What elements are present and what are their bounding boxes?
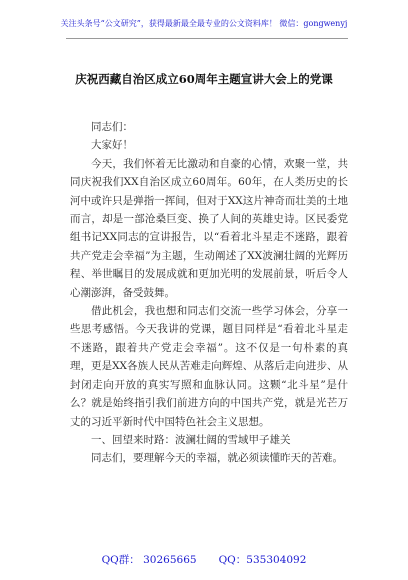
header-banner: 关注头条号“公文研究”，获得最新最全最专业的公文资料库！ 微信：gongwenyj [60,19,348,28]
body-paragraph: 今天，我们怀着无比激动和自豪的心情，欢聚一堂，共同庆祝我们XX自治区成立60周年。60年，在人类历史的长河中或许只是弹指一挥间，但对于XX这片神奇而壮美的土地而言，却是一部沧桑巨变、换了人间的英雄史诗。区民委党组书记XX同志的宣讲报告，以“看着北斗星走不迷路，跟着共产党走会幸福”为主题，生动阐述了XX波澜壮阔的光辉历程、举世瞩目的发展成就和更加光明的发展前景，听后令人心潮澎湃，备受鼓舞。 [70,157,348,299]
header-divider [66,38,348,39]
section-heading: 一、回望来时路：波澜壮阔的雪域甲子雄关 [91,433,291,446]
document-body [70,118,348,468]
body-paragraph: 借此机会，我也想和同志们交流一些学习体会，分享一些思考感悟。今天我讲的党课，题目同样是“看着北斗星走不迷路，跟着共产党走会幸福”。这不仅是一句朴素的真理，更是XX各族人民从苦难走向辉煌、从落后走向进步、从封闭走向开放的真实写照和血脉认同。这颗“北斗星”是什么？就是始终指引我们前进方向的中国共产党，就是光芒万丈的习近平新时代中国特色社会主义思想。 [70,305,348,428]
body-paragraph: 同志们，要理解今天的幸福，就必须读懂昨天的苦难。 [91,452,343,465]
greeting: 大家好！ [91,139,133,152]
footer-qq-group: QQ群： 30265665 [101,554,197,566]
document-title: 庆祝西藏自治区成立60周年主题宣讲大会上的党课 [75,72,333,86]
salutation: 同志们： [91,121,133,133]
footer-qq-number: QQ：535304092 [218,554,307,566]
footer-contact [0,552,408,567]
